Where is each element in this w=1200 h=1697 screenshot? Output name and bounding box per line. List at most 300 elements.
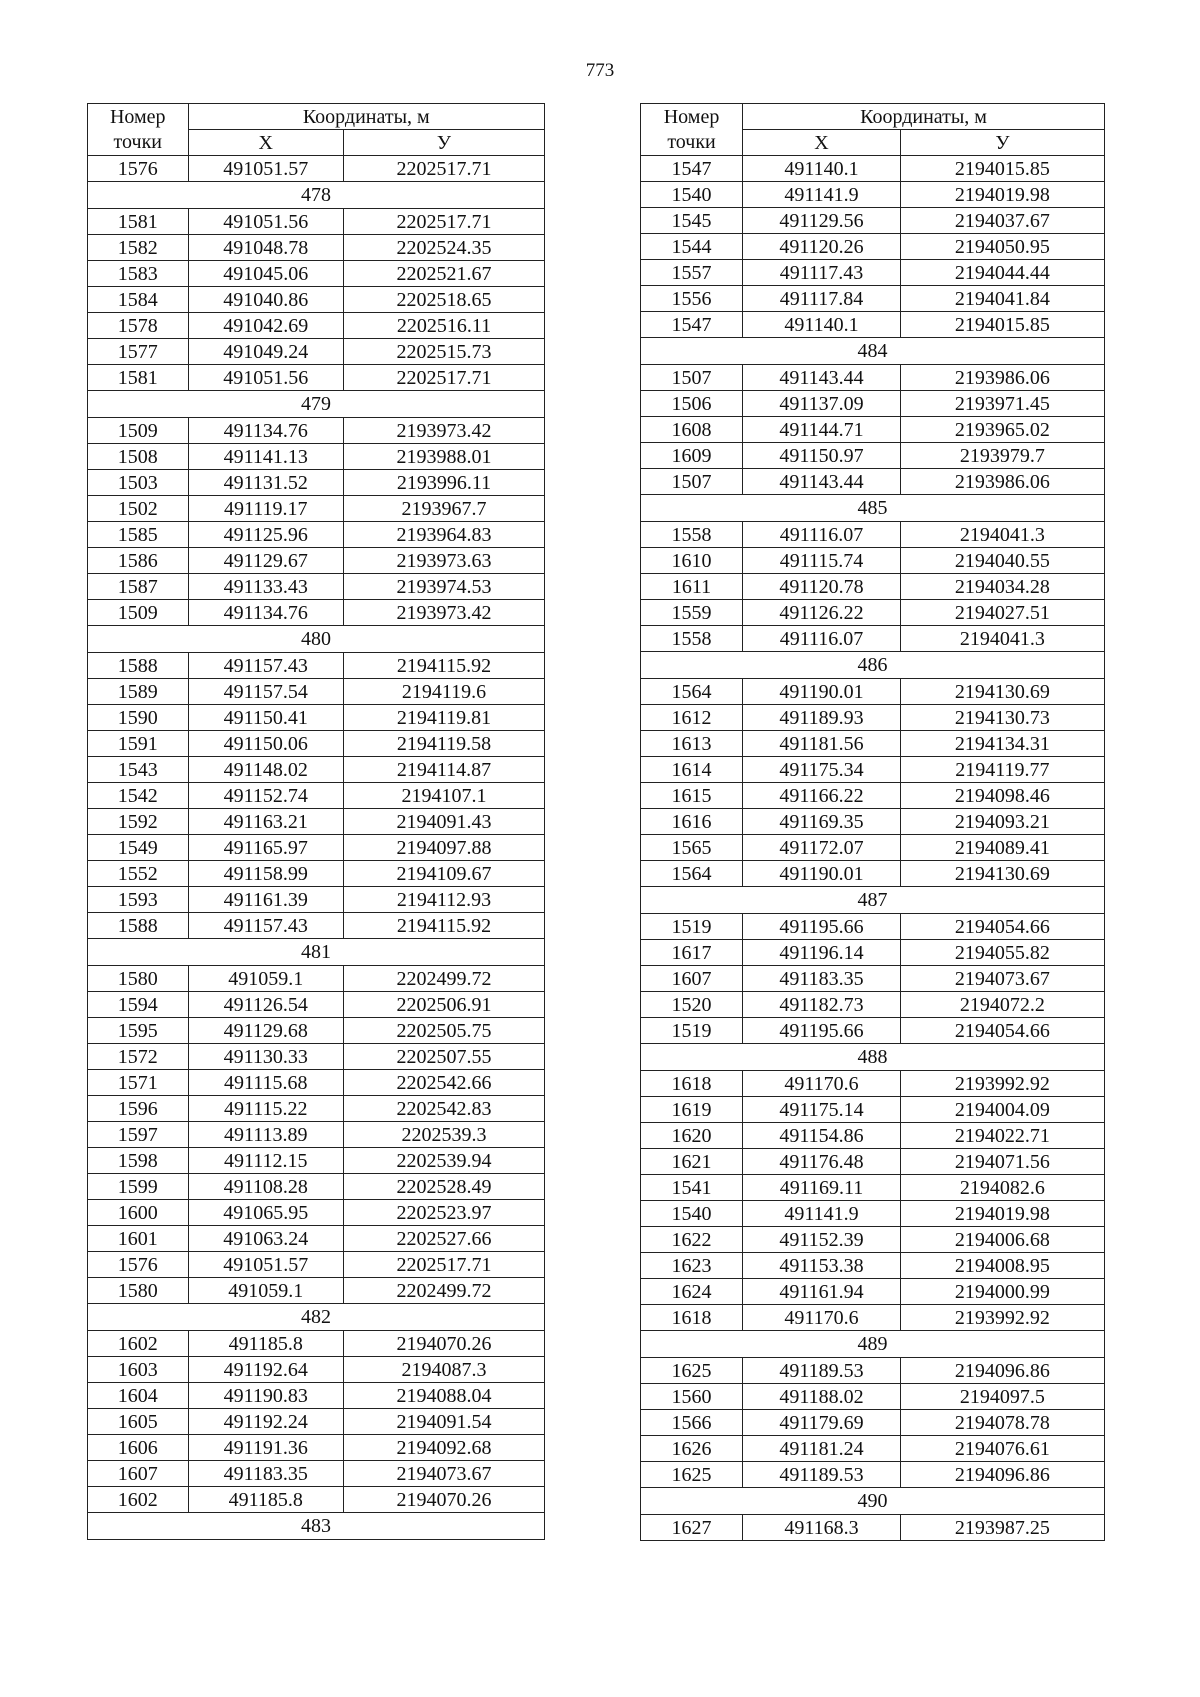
coordinates-table-left xyxy=(87,103,545,1540)
point-number-cell: 1571 xyxy=(88,1070,189,1096)
table-row xyxy=(641,417,1105,443)
table-row xyxy=(641,966,1105,992)
y-coordinate-cell: 2194089.41 xyxy=(900,835,1104,861)
table-row xyxy=(88,861,545,887)
point-number-header-top: Номер xyxy=(641,104,743,130)
y-coordinate-cell: 2193964.83 xyxy=(343,522,544,548)
point-number-cell: 1576 xyxy=(88,156,189,182)
table-row xyxy=(641,1410,1105,1436)
point-number-cell: 1584 xyxy=(88,287,189,313)
table-row xyxy=(88,444,545,470)
x-coordinate-cell: 491040.86 xyxy=(188,287,343,313)
point-number-cell: 1585 xyxy=(88,522,189,548)
section-number: 482 xyxy=(88,1304,545,1331)
point-number-cell: 1560 xyxy=(641,1384,743,1410)
y-coordinate-cell: 2202517.71 xyxy=(343,1252,544,1278)
x-coordinate-cell: 491120.78 xyxy=(743,574,901,600)
section-row xyxy=(641,495,1105,522)
x-coordinate-cell: 491176.48 xyxy=(743,1149,901,1175)
table-row xyxy=(88,679,545,705)
table-row xyxy=(88,600,545,626)
table-row xyxy=(88,574,545,600)
point-number-cell: 1597 xyxy=(88,1122,189,1148)
x-coordinate-cell: 491192.24 xyxy=(188,1409,343,1435)
x-coordinate-cell: 491129.67 xyxy=(188,548,343,574)
x-coordinate-cell: 491158.99 xyxy=(188,861,343,887)
table-row xyxy=(641,1305,1105,1331)
x-coordinate-cell: 491183.35 xyxy=(188,1461,343,1487)
x-coordinate-cell: 491189.53 xyxy=(743,1462,901,1488)
y-coordinate-cell: 2194115.92 xyxy=(343,653,544,679)
point-number-cell: 1508 xyxy=(88,444,189,470)
x-coordinate-cell: 491126.54 xyxy=(188,992,343,1018)
table-row xyxy=(88,783,545,809)
point-number-cell: 1549 xyxy=(88,835,189,861)
table-row xyxy=(88,1174,545,1200)
y-coordinate-cell: 2202499.72 xyxy=(343,966,544,992)
point-number-cell: 1580 xyxy=(88,966,189,992)
point-number-cell: 1558 xyxy=(641,626,743,652)
y-coordinate-cell: 2202521.67 xyxy=(343,261,544,287)
point-number-cell: 1564 xyxy=(641,679,743,705)
point-number-cell: 1601 xyxy=(88,1226,189,1252)
x-coordinate-cell: 491144.71 xyxy=(743,417,901,443)
point-number-cell: 1604 xyxy=(88,1383,189,1409)
table-row xyxy=(88,522,545,548)
y-coordinate-cell: 2194109.67 xyxy=(343,861,544,887)
x-coordinate-cell: 491116.07 xyxy=(743,626,901,652)
point-number-cell: 1610 xyxy=(641,548,743,574)
point-number-cell: 1620 xyxy=(641,1123,743,1149)
point-number-cell: 1566 xyxy=(641,1410,743,1436)
y-coordinate-cell: 2193971.45 xyxy=(900,391,1104,417)
table-row xyxy=(641,1071,1105,1097)
x-coordinate-cell: 491134.76 xyxy=(188,418,343,444)
table-row xyxy=(641,1097,1105,1123)
table-row xyxy=(641,679,1105,705)
point-number-cell: 1602 xyxy=(88,1331,189,1357)
y-coordinate-cell: 2194015.85 xyxy=(900,312,1104,338)
table-row xyxy=(641,522,1105,548)
coordinates-table-right xyxy=(640,103,1105,1541)
y-coordinate-cell: 2194097.5 xyxy=(900,1384,1104,1410)
y-coordinate-cell: 2202524.35 xyxy=(343,235,544,261)
table-row xyxy=(641,1227,1105,1253)
table-row xyxy=(88,835,545,861)
point-number-cell: 1547 xyxy=(641,312,743,338)
y-coordinate-cell: 2202499.72 xyxy=(343,1278,544,1304)
section-row xyxy=(88,1513,545,1540)
x-coordinate-cell: 491195.66 xyxy=(743,1018,901,1044)
x-coordinate-cell: 491183.35 xyxy=(743,966,901,992)
table-row xyxy=(641,365,1105,391)
x-coordinate-cell: 491141.13 xyxy=(188,444,343,470)
y-coordinate-cell: 2193979.7 xyxy=(900,443,1104,469)
table-row xyxy=(641,1436,1105,1462)
point-number-cell: 1556 xyxy=(641,286,743,312)
point-number-cell: 1625 xyxy=(641,1358,743,1384)
section-number: 486 xyxy=(641,652,1105,679)
table-row xyxy=(641,1123,1105,1149)
point-number-cell: 1623 xyxy=(641,1253,743,1279)
y-coordinate-cell: 2193988.01 xyxy=(343,444,544,470)
x-coordinate-cell: 491153.38 xyxy=(743,1253,901,1279)
x-coordinate-cell: 491065.95 xyxy=(188,1200,343,1226)
table-row xyxy=(88,1278,545,1304)
table-row xyxy=(641,156,1105,182)
x-coordinate-cell: 491181.56 xyxy=(743,731,901,757)
point-number-cell: 1543 xyxy=(88,757,189,783)
x-coordinate-cell: 491168.3 xyxy=(743,1515,901,1541)
table-row xyxy=(641,234,1105,260)
table-row xyxy=(641,861,1105,887)
y-coordinate-cell: 2194000.99 xyxy=(900,1279,1104,1305)
y-coordinate-cell: 2194037.67 xyxy=(900,208,1104,234)
x-coordinate-cell: 491165.97 xyxy=(188,835,343,861)
x-coordinate-cell: 491188.02 xyxy=(743,1384,901,1410)
section-row xyxy=(88,1304,545,1331)
table-row xyxy=(88,1044,545,1070)
table-row xyxy=(88,418,545,444)
x-coordinate-cell: 491140.1 xyxy=(743,312,901,338)
x-coordinate-cell: 491045.06 xyxy=(188,261,343,287)
point-number-cell: 1581 xyxy=(88,365,189,391)
x-coordinate-cell: 491140.1 xyxy=(743,156,901,182)
y-coordinate-cell: 2194015.85 xyxy=(900,156,1104,182)
table-row xyxy=(641,1018,1105,1044)
y-coordinate-cell: 2202516.11 xyxy=(343,313,544,339)
x-coordinate-cell: 491119.17 xyxy=(188,496,343,522)
table-row xyxy=(88,470,545,496)
table-row xyxy=(641,600,1105,626)
point-number-cell: 1540 xyxy=(641,182,743,208)
x-coordinate-cell: 491157.54 xyxy=(188,679,343,705)
table-row xyxy=(88,1200,545,1226)
point-number-cell: 1592 xyxy=(88,809,189,835)
point-number-cell: 1593 xyxy=(88,887,189,913)
x-coordinate-cell: 491112.15 xyxy=(188,1148,343,1174)
point-number-cell: 1509 xyxy=(88,600,189,626)
x-coordinate-cell: 491148.02 xyxy=(188,757,343,783)
table-row xyxy=(88,757,545,783)
page-number: 773 xyxy=(585,60,615,81)
y-coordinate-cell: 2193986.06 xyxy=(900,469,1104,495)
table-row xyxy=(88,1383,545,1409)
table-row xyxy=(88,1252,545,1278)
y-coordinate-cell: 2194112.93 xyxy=(343,887,544,913)
point-number-cell: 1609 xyxy=(641,443,743,469)
y-coordinate-cell: 2202507.55 xyxy=(343,1044,544,1070)
table-row xyxy=(641,469,1105,495)
point-number-cell: 1541 xyxy=(641,1175,743,1201)
y-coordinate-cell: 2194130.69 xyxy=(900,861,1104,887)
y-coordinate-cell: 2194076.61 xyxy=(900,1436,1104,1462)
table-row xyxy=(641,182,1105,208)
section-number: 483 xyxy=(88,1513,545,1540)
point-number-cell: 1619 xyxy=(641,1097,743,1123)
table-row xyxy=(88,731,545,757)
y-coordinate-cell: 2194091.43 xyxy=(343,809,544,835)
point-number-cell: 1616 xyxy=(641,809,743,835)
x-column-header: X xyxy=(188,130,343,156)
x-coordinate-cell: 491051.57 xyxy=(188,1252,343,1278)
table-row xyxy=(88,1331,545,1357)
y-coordinate-cell: 2194006.68 xyxy=(900,1227,1104,1253)
table-row xyxy=(641,731,1105,757)
y-coordinate-cell: 2194107.1 xyxy=(343,783,544,809)
y-coordinate-cell: 2193996.11 xyxy=(343,470,544,496)
point-number-cell: 1572 xyxy=(88,1044,189,1070)
x-coordinate-cell: 491175.34 xyxy=(743,757,901,783)
x-coordinate-cell: 491163.21 xyxy=(188,809,343,835)
table-row xyxy=(88,313,545,339)
section-number: 484 xyxy=(641,338,1105,365)
x-coordinate-cell: 491154.86 xyxy=(743,1123,901,1149)
y-coordinate-cell: 2193992.92 xyxy=(900,1305,1104,1331)
point-number-cell: 1588 xyxy=(88,913,189,939)
x-coordinate-cell: 491059.1 xyxy=(188,966,343,992)
x-coordinate-cell: 491189.93 xyxy=(743,705,901,731)
y-coordinate-cell: 2194019.98 xyxy=(900,1201,1104,1227)
table-row xyxy=(88,913,545,939)
table-row xyxy=(641,1358,1105,1384)
table-row xyxy=(88,496,545,522)
y-coordinate-cell: 2202539.3 xyxy=(343,1122,544,1148)
y-coordinate-cell: 2194087.3 xyxy=(343,1357,544,1383)
x-coordinate-cell: 491117.84 xyxy=(743,286,901,312)
y-coordinate-cell: 2202527.66 xyxy=(343,1226,544,1252)
table-row xyxy=(88,1487,545,1513)
y-coordinate-cell: 2194092.68 xyxy=(343,1435,544,1461)
y-coordinate-cell: 2194054.66 xyxy=(900,914,1104,940)
point-number-cell: 1598 xyxy=(88,1148,189,1174)
x-coordinate-cell: 491134.76 xyxy=(188,600,343,626)
table-row xyxy=(641,208,1105,234)
point-number-cell: 1624 xyxy=(641,1279,743,1305)
table-row xyxy=(88,653,545,679)
point-number-cell: 1622 xyxy=(641,1227,743,1253)
point-number-cell: 1602 xyxy=(88,1487,189,1513)
x-coordinate-cell: 491161.94 xyxy=(743,1279,901,1305)
point-number-cell: 1588 xyxy=(88,653,189,679)
table-row xyxy=(641,286,1105,312)
table-row xyxy=(88,209,545,235)
table-row xyxy=(88,1357,545,1383)
y-coordinate-cell: 2193992.92 xyxy=(900,1071,1104,1097)
table-row xyxy=(641,1253,1105,1279)
x-coordinate-cell: 491130.33 xyxy=(188,1044,343,1070)
point-number-cell: 1552 xyxy=(88,861,189,887)
x-coordinate-cell: 491113.89 xyxy=(188,1122,343,1148)
y-coordinate-cell: 2194096.86 xyxy=(900,1462,1104,1488)
table-row xyxy=(641,443,1105,469)
table-row xyxy=(641,548,1105,574)
section-number: 479 xyxy=(88,391,545,418)
point-number-cell: 1565 xyxy=(641,835,743,861)
table-row xyxy=(88,1461,545,1487)
y-coordinate-cell: 2194134.31 xyxy=(900,731,1104,757)
coordinates-body-right xyxy=(641,156,1105,1541)
y-coordinate-cell: 2194022.71 xyxy=(900,1123,1104,1149)
x-coordinate-cell: 491049.24 xyxy=(188,339,343,365)
y-coordinate-cell: 2193973.42 xyxy=(343,418,544,444)
y-coordinate-cell: 2202505.75 xyxy=(343,1018,544,1044)
table-row xyxy=(88,992,545,1018)
table-row xyxy=(88,235,545,261)
point-number-cell: 1580 xyxy=(88,1278,189,1304)
y-coordinate-cell: 2202528.49 xyxy=(343,1174,544,1200)
x-coordinate-cell: 491150.97 xyxy=(743,443,901,469)
x-coordinate-cell: 491170.6 xyxy=(743,1305,901,1331)
y-coordinate-cell: 2194119.77 xyxy=(900,757,1104,783)
table-row xyxy=(641,1201,1105,1227)
point-number-header-bottom: точки xyxy=(88,130,189,156)
x-coordinate-cell: 491190.01 xyxy=(743,861,901,887)
section-number: 489 xyxy=(641,1331,1105,1358)
table-row xyxy=(88,261,545,287)
point-number-cell: 1582 xyxy=(88,235,189,261)
point-number-cell: 1540 xyxy=(641,1201,743,1227)
y-coordinate-cell: 2193965.02 xyxy=(900,417,1104,443)
section-row xyxy=(641,887,1105,914)
y-coordinate-cell: 2194072.2 xyxy=(900,992,1104,1018)
coordinates-header: Координаты, м xyxy=(743,104,1105,130)
y-coordinate-cell: 2194114.87 xyxy=(343,757,544,783)
x-coordinate-cell: 491169.11 xyxy=(743,1175,901,1201)
y-coordinate-cell: 2194044.44 xyxy=(900,260,1104,286)
point-number-cell: 1600 xyxy=(88,1200,189,1226)
point-number-cell: 1557 xyxy=(641,260,743,286)
y-coordinate-cell: 2194070.26 xyxy=(343,1331,544,1357)
point-number-cell: 1615 xyxy=(641,783,743,809)
point-number-cell: 1617 xyxy=(641,940,743,966)
table-row xyxy=(641,574,1105,600)
section-row xyxy=(88,391,545,418)
point-number-cell: 1509 xyxy=(88,418,189,444)
x-coordinate-cell: 491191.36 xyxy=(188,1435,343,1461)
x-coordinate-cell: 491042.69 xyxy=(188,313,343,339)
y-coordinate-cell: 2194004.09 xyxy=(900,1097,1104,1123)
section-number: 488 xyxy=(641,1044,1105,1071)
point-number-cell: 1558 xyxy=(641,522,743,548)
point-number-cell: 1599 xyxy=(88,1174,189,1200)
x-coordinate-cell: 491152.39 xyxy=(743,1227,901,1253)
table-row xyxy=(641,1279,1105,1305)
x-coordinate-cell: 491137.09 xyxy=(743,391,901,417)
point-number-cell: 1544 xyxy=(641,234,743,260)
x-coordinate-cell: 491048.78 xyxy=(188,235,343,261)
y-coordinate-cell: 2194041.3 xyxy=(900,626,1104,652)
point-number-cell: 1596 xyxy=(88,1096,189,1122)
table-row xyxy=(641,992,1105,1018)
table-row xyxy=(88,1435,545,1461)
coordinates-header: Координаты, м xyxy=(188,104,544,130)
table-row xyxy=(641,626,1105,652)
x-coordinate-cell: 491143.44 xyxy=(743,469,901,495)
y-coordinate-cell: 2194040.55 xyxy=(900,548,1104,574)
point-number-cell: 1595 xyxy=(88,1018,189,1044)
section-row xyxy=(641,338,1105,365)
point-number-cell: 1603 xyxy=(88,1357,189,1383)
point-number-cell: 1581 xyxy=(88,209,189,235)
table-row xyxy=(88,887,545,913)
point-number-cell: 1577 xyxy=(88,339,189,365)
y-coordinate-cell: 2194054.66 xyxy=(900,1018,1104,1044)
point-number-cell: 1583 xyxy=(88,261,189,287)
point-number-cell: 1506 xyxy=(641,391,743,417)
section-row xyxy=(88,182,545,209)
table-row xyxy=(88,705,545,731)
x-coordinate-cell: 491196.14 xyxy=(743,940,901,966)
table-row xyxy=(641,1175,1105,1201)
point-number-cell: 1621 xyxy=(641,1149,743,1175)
y-column-header: У xyxy=(900,130,1104,156)
x-coordinate-cell: 491189.53 xyxy=(743,1358,901,1384)
point-number-cell: 1605 xyxy=(88,1409,189,1435)
point-number-cell: 1625 xyxy=(641,1462,743,1488)
x-coordinate-cell: 491150.41 xyxy=(188,705,343,731)
point-number-cell: 1627 xyxy=(641,1515,743,1541)
y-coordinate-cell: 2193986.06 xyxy=(900,365,1104,391)
x-coordinate-cell: 491063.24 xyxy=(188,1226,343,1252)
x-coordinate-cell: 491115.22 xyxy=(188,1096,343,1122)
point-number-cell: 1606 xyxy=(88,1435,189,1461)
section-row xyxy=(641,1331,1105,1358)
x-coordinate-cell: 491141.9 xyxy=(743,1201,901,1227)
table-row xyxy=(88,1226,545,1252)
table-row xyxy=(641,391,1105,417)
x-coordinate-cell: 491133.43 xyxy=(188,574,343,600)
y-coordinate-cell: 2193974.53 xyxy=(343,574,544,600)
y-coordinate-cell: 2194098.46 xyxy=(900,783,1104,809)
x-coordinate-cell: 491182.73 xyxy=(743,992,901,1018)
section-row xyxy=(641,1044,1105,1071)
y-coordinate-cell: 2194119.58 xyxy=(343,731,544,757)
x-coordinate-cell: 491120.26 xyxy=(743,234,901,260)
y-coordinate-cell: 2194088.04 xyxy=(343,1383,544,1409)
table-row xyxy=(641,705,1105,731)
table-row xyxy=(88,1096,545,1122)
y-coordinate-cell: 2194050.95 xyxy=(900,234,1104,260)
table-row xyxy=(641,1384,1105,1410)
section-row xyxy=(88,939,545,966)
x-coordinate-cell: 491152.74 xyxy=(188,783,343,809)
x-coordinate-cell: 491161.39 xyxy=(188,887,343,913)
table-row xyxy=(88,966,545,992)
y-coordinate-cell: 2194097.88 xyxy=(343,835,544,861)
coordinates-body-left xyxy=(88,156,545,1540)
table-row xyxy=(88,156,545,182)
section-number: 481 xyxy=(88,939,545,966)
point-number-cell: 1507 xyxy=(641,469,743,495)
point-number-cell: 1611 xyxy=(641,574,743,600)
x-coordinate-cell: 491179.69 xyxy=(743,1410,901,1436)
point-number-cell: 1578 xyxy=(88,313,189,339)
table-row xyxy=(641,757,1105,783)
x-coordinate-cell: 491125.96 xyxy=(188,522,343,548)
y-coordinate-cell: 2193973.63 xyxy=(343,548,544,574)
x-coordinate-cell: 491108.28 xyxy=(188,1174,343,1200)
table-row xyxy=(641,783,1105,809)
point-number-cell: 1520 xyxy=(641,992,743,1018)
x-coordinate-cell: 491175.14 xyxy=(743,1097,901,1123)
x-coordinate-cell: 491190.83 xyxy=(188,1383,343,1409)
point-number-cell: 1587 xyxy=(88,574,189,600)
y-coordinate-cell: 2194041.84 xyxy=(900,286,1104,312)
x-coordinate-cell: 491117.43 xyxy=(743,260,901,286)
y-coordinate-cell: 2202517.71 xyxy=(343,156,544,182)
x-coordinate-cell: 491157.43 xyxy=(188,653,343,679)
